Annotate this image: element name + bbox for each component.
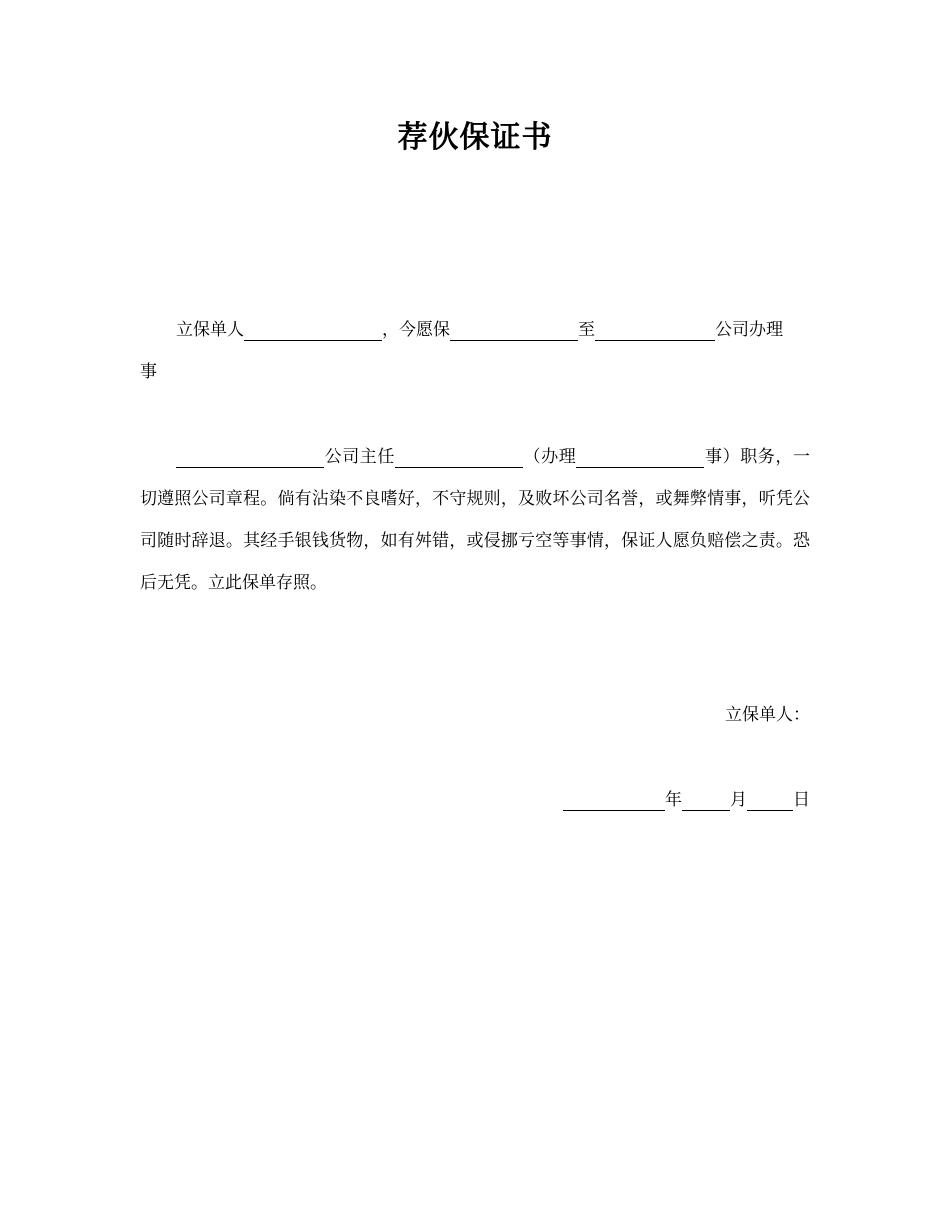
guarantee-terms-paragraph <box>140 436 810 604</box>
month-label: 月 <box>730 790 747 810</box>
guaranteed-person-blank[interactable] <box>450 320 578 341</box>
duty-blank[interactable] <box>576 447 704 468</box>
page-title: 荐伙保证书 <box>397 120 553 155</box>
signer-label: 立保单人： <box>725 705 810 725</box>
terms-text-1: 公司主任 <box>324 447 395 467</box>
terms-text-3: 事）职务，一切遵照公司章程。倘有沾染不良嗜好，不守规则，及败坏公司名誉，或舞弊情事，听凭公司随时辞退。其经手银钱货物，如有舛错，或侵挪亏空等事情，保证人愿负赔偿之责。恐后无凭。立此保单存照。 <box>140 447 811 593</box>
day-blank[interactable] <box>747 790 793 811</box>
company-name-blank[interactable] <box>595 320 715 341</box>
day-label: 日 <box>793 790 810 810</box>
intro-text-1: 立保单人 <box>176 320 244 340</box>
year-label: 年 <box>665 790 682 810</box>
month-blank[interactable] <box>682 790 730 811</box>
year-blank[interactable] <box>563 790 665 811</box>
intro-text-3: 至 <box>578 320 595 340</box>
company-blank[interactable] <box>176 447 324 468</box>
intro-text-5: 事 <box>140 362 157 382</box>
intro-text-2: ，今愿保 <box>382 320 450 340</box>
guarantor-name-blank[interactable] <box>244 320 382 341</box>
guarantee-intro-paragraph <box>140 309 810 393</box>
intro-text-4: 公司办理 <box>715 320 783 340</box>
date-line <box>563 785 810 811</box>
director-blank[interactable] <box>395 447 523 468</box>
terms-text-2: （办理 <box>523 447 577 467</box>
